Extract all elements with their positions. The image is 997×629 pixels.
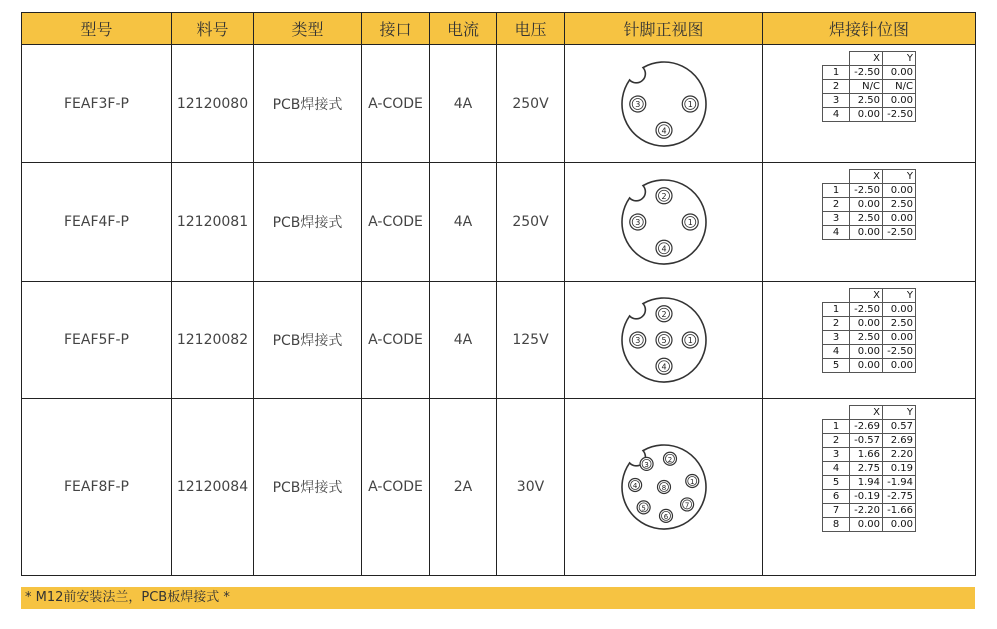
coordinate-pin: 3 — [823, 94, 850, 108]
pin-coordinate-table — [822, 51, 916, 122]
part-number-cell: 12120082 — [172, 282, 254, 399]
coordinate-x: 2.50 — [850, 94, 883, 108]
voltage-cell: 30V — [497, 399, 565, 576]
model-cell: FEAF4F-P — [22, 163, 172, 282]
coordinate-header-row — [823, 289, 916, 303]
coordinate-row — [823, 66, 916, 80]
coordinate-pin: 5 — [823, 476, 850, 490]
connector-face-diagram — [614, 290, 714, 390]
header-interface: 接口 — [362, 13, 430, 45]
coordinate-header-x: X — [850, 170, 883, 184]
pin-number: 2 — [667, 455, 672, 464]
coordinate-row — [823, 108, 916, 122]
coordinate-y: 0.00 — [883, 331, 916, 345]
coordinate-row — [823, 303, 916, 317]
coordinate-header-x: X — [850, 52, 883, 66]
coordinate-y: -1.94 — [883, 476, 916, 490]
coordinate-row — [823, 476, 916, 490]
coordinate-header-y: Y — [883, 289, 916, 303]
pin-number: 7 — [684, 501, 689, 510]
coordinate-y: -2.75 — [883, 490, 916, 504]
coordinate-pin: 1 — [823, 303, 850, 317]
part-number-cell: 12120084 — [172, 399, 254, 576]
pin-marker — [656, 122, 672, 138]
coordinate-y: 0.57 — [883, 420, 916, 434]
coordinate-pin: 2 — [823, 198, 850, 212]
pin-front-view-cell — [565, 45, 763, 163]
pin-marker — [657, 481, 670, 494]
header-part: 料号 — [172, 13, 254, 45]
coordinate-pin: 3 — [823, 448, 850, 462]
coordinate-row — [823, 359, 916, 373]
pin-marker — [637, 501, 650, 514]
coordinate-header-x: X — [850, 406, 883, 420]
coordinate-header-blank — [823, 289, 850, 303]
coordinate-row — [823, 317, 916, 331]
coordinate-pin: 1 — [823, 184, 850, 198]
coordinate-row — [823, 184, 916, 198]
pin-marker — [629, 214, 645, 230]
interface-cell: A-CODE — [362, 399, 430, 576]
current-cell: 4A — [430, 282, 497, 399]
interface-cell: A-CODE — [362, 282, 430, 399]
footer-note: * M12前安装法兰，PCB板焊接式 * — [21, 587, 975, 609]
coordinate-pin: 2 — [823, 80, 850, 94]
coordinate-row — [823, 448, 916, 462]
pin-number: 1 — [687, 218, 693, 227]
pin-front-view-cell — [565, 282, 763, 399]
type-cell: PCB焊接式 — [254, 45, 362, 163]
coordinate-row — [823, 198, 916, 212]
pin-marker — [682, 214, 698, 230]
pin-number: 5 — [640, 504, 646, 513]
pin-coordinate-table — [822, 288, 916, 373]
pin-number: 2 — [660, 309, 667, 319]
coordinate-x: 0.00 — [850, 345, 883, 359]
coordinate-y: 0.00 — [883, 94, 916, 108]
pin-front-view-cell — [565, 399, 763, 576]
coordinate-y: N/C — [883, 80, 916, 94]
coordinate-x: -2.50 — [850, 184, 883, 198]
coordinate-y: 2.20 — [883, 448, 916, 462]
type-cell: PCB焊接式 — [254, 282, 362, 399]
pin-coordinate-table — [822, 405, 916, 532]
pin-number: 5 — [660, 336, 667, 345]
coordinate-row — [823, 80, 916, 94]
coordinate-pin: 5 — [823, 359, 850, 373]
coordinate-pin: 4 — [823, 226, 850, 240]
pin-marker — [656, 306, 672, 322]
header-model: 型号 — [22, 13, 172, 45]
model-cell: FEAF3F-P — [22, 45, 172, 163]
coordinate-y: 0.19 — [883, 462, 916, 476]
current-cell: 4A — [430, 45, 497, 163]
pin-marker — [659, 509, 672, 522]
product-spec-table — [21, 12, 976, 576]
header-pin-front-view: 针脚正视图 — [565, 13, 763, 45]
pin-marker — [629, 332, 645, 348]
pin-coordinate-table — [822, 169, 916, 240]
voltage-cell: 250V — [497, 163, 565, 282]
header-solder-pin-map: 焊接针位图 — [763, 13, 976, 45]
coordinate-x: -2.50 — [850, 66, 883, 80]
coordinate-row — [823, 518, 916, 532]
coordinate-x: N/C — [850, 80, 883, 94]
coordinate-x: 0.00 — [850, 108, 883, 122]
header-type: 类型 — [254, 13, 362, 45]
coordinate-row — [823, 212, 916, 226]
current-cell: 2A — [430, 399, 497, 576]
coordinate-header-blank — [823, 170, 850, 184]
coordinate-pin: 1 — [823, 66, 850, 80]
pin-marker — [680, 498, 693, 511]
table-row — [22, 282, 976, 399]
coordinate-x: 0.00 — [850, 518, 883, 532]
pin-number: 1 — [687, 99, 693, 109]
coordinate-x: -0.19 — [850, 490, 883, 504]
pin-number: 3 — [634, 218, 640, 227]
pin-marker — [656, 332, 672, 348]
pin-number: 3 — [634, 336, 640, 345]
coordinate-y: -1.66 — [883, 504, 916, 518]
solder-pin-map-cell — [763, 399, 976, 576]
coordinate-y: 0.00 — [883, 518, 916, 532]
pin-number: 3 — [643, 460, 649, 469]
coordinate-y: 0.00 — [883, 212, 916, 226]
pin-marker — [628, 479, 641, 492]
coordinate-x: 0.00 — [850, 198, 883, 212]
coordinate-header-blank — [823, 52, 850, 66]
coordinate-x: 0.00 — [850, 226, 883, 240]
coordinate-header-blank — [823, 406, 850, 420]
coordinate-y: 0.00 — [883, 184, 916, 198]
pin-marker — [682, 96, 698, 112]
type-cell: PCB焊接式 — [254, 163, 362, 282]
coordinate-y: -2.50 — [883, 108, 916, 122]
coordinate-row — [823, 504, 916, 518]
coordinate-x: -2.50 — [850, 303, 883, 317]
coordinate-x: 2.75 — [850, 462, 883, 476]
coordinate-x: 0.00 — [850, 359, 883, 373]
model-cell: FEAF5F-P — [22, 282, 172, 399]
coordinate-header-row — [823, 170, 916, 184]
coordinate-x: 2.50 — [850, 331, 883, 345]
coordinate-header-y: Y — [883, 406, 916, 420]
pin-front-view-cell — [565, 163, 763, 282]
solder-pin-map-cell — [763, 282, 976, 399]
table-row — [22, 163, 976, 282]
header-row — [22, 13, 976, 45]
coordinate-header-y: Y — [883, 170, 916, 184]
coordinate-pin: 3 — [823, 331, 850, 345]
coordinate-y: 0.00 — [883, 359, 916, 373]
coordinate-row — [823, 462, 916, 476]
coordinate-x: 1.94 — [850, 476, 883, 490]
header-current: 电流 — [430, 13, 497, 45]
voltage-cell: 250V — [497, 45, 565, 163]
coordinate-pin: 2 — [823, 317, 850, 331]
pin-number: 1 — [689, 478, 694, 487]
header-voltage: 电压 — [497, 13, 565, 45]
coordinate-x: -0.57 — [850, 434, 883, 448]
coordinate-pin: 2 — [823, 434, 850, 448]
coordinate-row — [823, 345, 916, 359]
coordinate-pin: 6 — [823, 490, 850, 504]
pin-number: 2 — [660, 191, 667, 201]
coordinate-pin: 1 — [823, 420, 850, 434]
pin-number: 1 — [687, 336, 693, 345]
coordinate-x: 1.66 — [850, 448, 883, 462]
coordinate-y: 2.50 — [883, 317, 916, 331]
current-cell: 4A — [430, 163, 497, 282]
coordinate-row — [823, 94, 916, 108]
coordinate-header-row — [823, 406, 916, 420]
coordinate-x: 0.00 — [850, 317, 883, 331]
coordinate-pin: 4 — [823, 108, 850, 122]
coordinate-x: -2.20 — [850, 504, 883, 518]
coordinate-x: 2.50 — [850, 212, 883, 226]
interface-cell: A-CODE — [362, 163, 430, 282]
voltage-cell: 125V — [497, 282, 565, 399]
table-row — [22, 45, 976, 163]
coordinate-y: 0.00 — [883, 66, 916, 80]
coordinate-row — [823, 331, 916, 345]
coordinate-header-row — [823, 52, 916, 66]
pin-marker — [656, 240, 672, 256]
coordinate-row — [823, 434, 916, 448]
coordinate-pin: 8 — [823, 518, 850, 532]
coordinate-header-x: X — [850, 289, 883, 303]
coordinate-pin: 7 — [823, 504, 850, 518]
coordinate-y: 2.69 — [883, 434, 916, 448]
pin-number: 8 — [661, 484, 666, 492]
interface-cell: A-CODE — [362, 45, 430, 163]
connector-face-diagram — [614, 437, 714, 537]
coordinate-row — [823, 226, 916, 240]
coordinate-y: -2.50 — [883, 226, 916, 240]
pin-number: 6 — [663, 512, 668, 521]
solder-pin-map-cell — [763, 45, 976, 163]
connector-face-diagram — [614, 54, 714, 154]
pin-marker — [629, 96, 645, 112]
coordinate-pin: 4 — [823, 462, 850, 476]
coordinate-row — [823, 490, 916, 504]
connector-face-diagram — [614, 172, 714, 272]
coordinate-y: 0.00 — [883, 303, 916, 317]
pin-number: 4 — [660, 125, 667, 135]
type-cell: PCB焊接式 — [254, 399, 362, 576]
part-number-cell: 12120080 — [172, 45, 254, 163]
pin-marker — [656, 188, 672, 204]
pin-number: 4 — [660, 244, 667, 254]
coordinate-y: 2.50 — [883, 198, 916, 212]
model-cell: FEAF8F-P — [22, 399, 172, 576]
coordinate-header-y: Y — [883, 52, 916, 66]
coordinate-pin: 3 — [823, 212, 850, 226]
table-row — [22, 399, 976, 576]
pin-marker — [663, 452, 676, 465]
coordinate-x: -2.69 — [850, 420, 883, 434]
solder-pin-map-cell — [763, 163, 976, 282]
coordinate-pin: 4 — [823, 345, 850, 359]
pin-marker — [656, 358, 672, 374]
coordinate-row — [823, 420, 916, 434]
pin-marker — [640, 457, 653, 470]
pin-number: 4 — [632, 482, 637, 491]
pin-number: 4 — [660, 362, 667, 372]
coordinate-y: -2.50 — [883, 345, 916, 359]
pin-number: 3 — [634, 99, 640, 109]
pin-marker — [685, 475, 698, 488]
part-number-cell: 12120081 — [172, 163, 254, 282]
pin-marker — [682, 332, 698, 348]
